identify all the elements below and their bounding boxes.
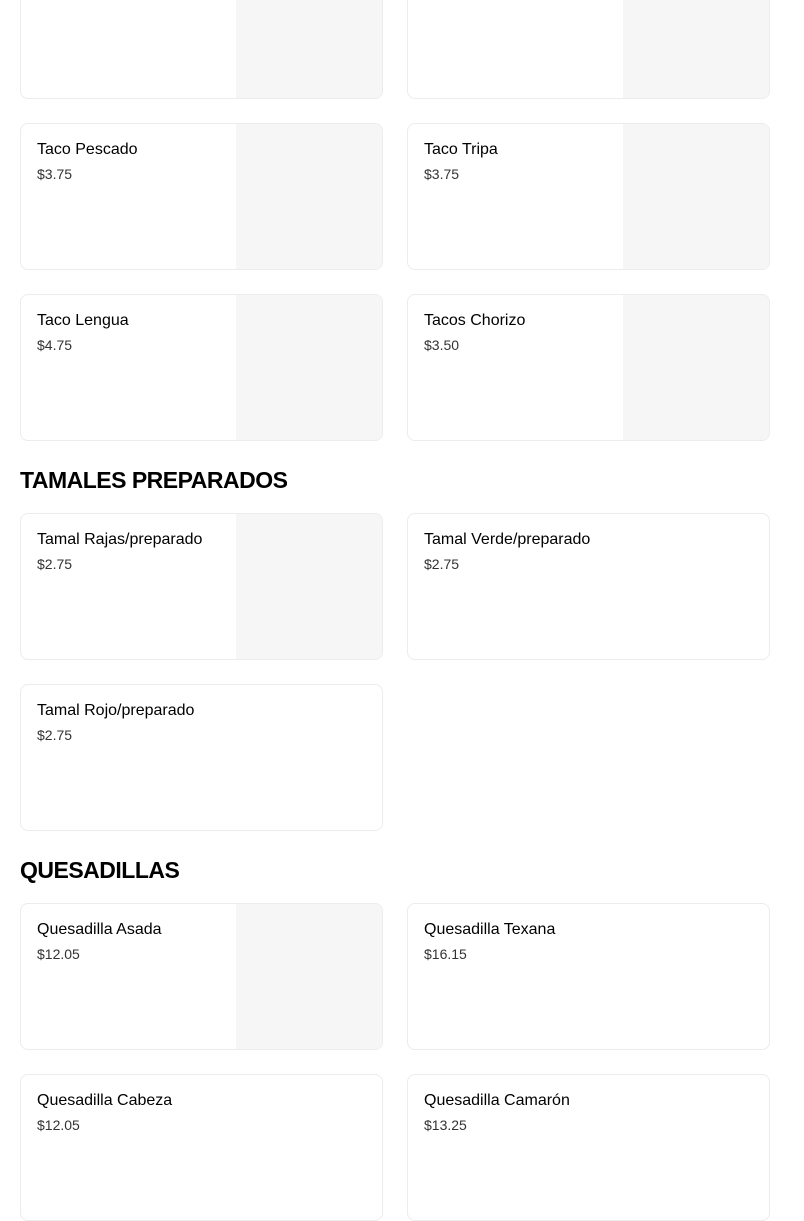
menu-item-price: $16.15 bbox=[424, 946, 467, 962]
menu-item-name: Taco Tripa bbox=[424, 141, 498, 158]
menu-item-card[interactable] bbox=[407, 513, 770, 660]
menu-item-card[interactable] bbox=[20, 0, 383, 99]
menu-item-info bbox=[424, 920, 753, 963]
menu-item-info bbox=[424, 530, 753, 573]
menu-item-card[interactable] bbox=[407, 123, 770, 270]
menu-item-price: $2.75 bbox=[37, 727, 73, 743]
menu-item-image bbox=[236, 124, 382, 269]
menu-item-name: Quesadilla Texana bbox=[424, 921, 556, 938]
menu-item-info bbox=[37, 920, 232, 963]
menu-item-card[interactable] bbox=[20, 123, 383, 270]
menu-item-name: Taco Pescado bbox=[37, 141, 138, 158]
menu-item-image bbox=[236, 904, 382, 1049]
menu-item-price: $4.75 bbox=[37, 337, 73, 353]
menu-item-name: Quesadilla Cabeza bbox=[37, 1092, 173, 1109]
menu-item-info bbox=[424, 140, 619, 183]
menu-item-image bbox=[623, 0, 769, 98]
menu-item-name: Taco Lengua bbox=[37, 312, 129, 329]
menu-item-price: $2.75 bbox=[37, 556, 73, 572]
menu-item-name: Tacos Chorizo bbox=[424, 312, 526, 329]
menu-item-card[interactable] bbox=[407, 903, 770, 1050]
menu-item-info bbox=[37, 530, 232, 573]
menu-item-card[interactable] bbox=[20, 294, 383, 441]
section-title-tamales: TAMALES PREPARADOS bbox=[20, 467, 288, 493]
menu-item-image bbox=[623, 295, 769, 440]
menu-item-image bbox=[236, 0, 382, 98]
menu-item-price: $12.05 bbox=[37, 946, 80, 962]
menu-item-card[interactable] bbox=[20, 903, 383, 1050]
menu-item-name: Tamal Rajas/preparado bbox=[37, 531, 203, 548]
menu-item-card[interactable] bbox=[20, 513, 383, 660]
menu-item-price: $13.25 bbox=[424, 1117, 467, 1133]
menu-item-image bbox=[236, 514, 382, 659]
menu-item-info bbox=[37, 140, 232, 183]
section-title-quesadillas: QUESADILLAS bbox=[20, 857, 180, 883]
menu-item-card[interactable] bbox=[407, 1074, 770, 1221]
menu-item-price: $2.75 bbox=[424, 556, 460, 572]
menu-item-name: Quesadilla Camarón bbox=[424, 1092, 570, 1109]
menu-item-price: $3.75 bbox=[424, 166, 460, 182]
menu-item-card[interactable] bbox=[407, 0, 770, 99]
menu-item-name: Quesadilla Asada bbox=[37, 921, 162, 938]
menu-item-price: $3.50 bbox=[424, 337, 460, 353]
menu-item-price: $12.05 bbox=[37, 1117, 80, 1133]
menu-item-price: $3.75 bbox=[37, 166, 73, 182]
menu-item-name: Tamal Rojo/preparado bbox=[37, 702, 195, 719]
menu-item-card[interactable] bbox=[407, 294, 770, 441]
menu-item-info bbox=[37, 701, 366, 744]
menu-item-name: Tamal Verde/preparado bbox=[424, 531, 591, 548]
menu-item-info bbox=[424, 311, 619, 354]
menu-item-info bbox=[37, 311, 232, 354]
menu-item-image bbox=[236, 295, 382, 440]
menu-item-info bbox=[37, 1091, 366, 1134]
menu-item-card[interactable] bbox=[20, 684, 383, 831]
menu-item-image bbox=[623, 124, 769, 269]
menu-item-info bbox=[424, 1091, 753, 1134]
menu-item-card[interactable] bbox=[20, 1074, 383, 1221]
